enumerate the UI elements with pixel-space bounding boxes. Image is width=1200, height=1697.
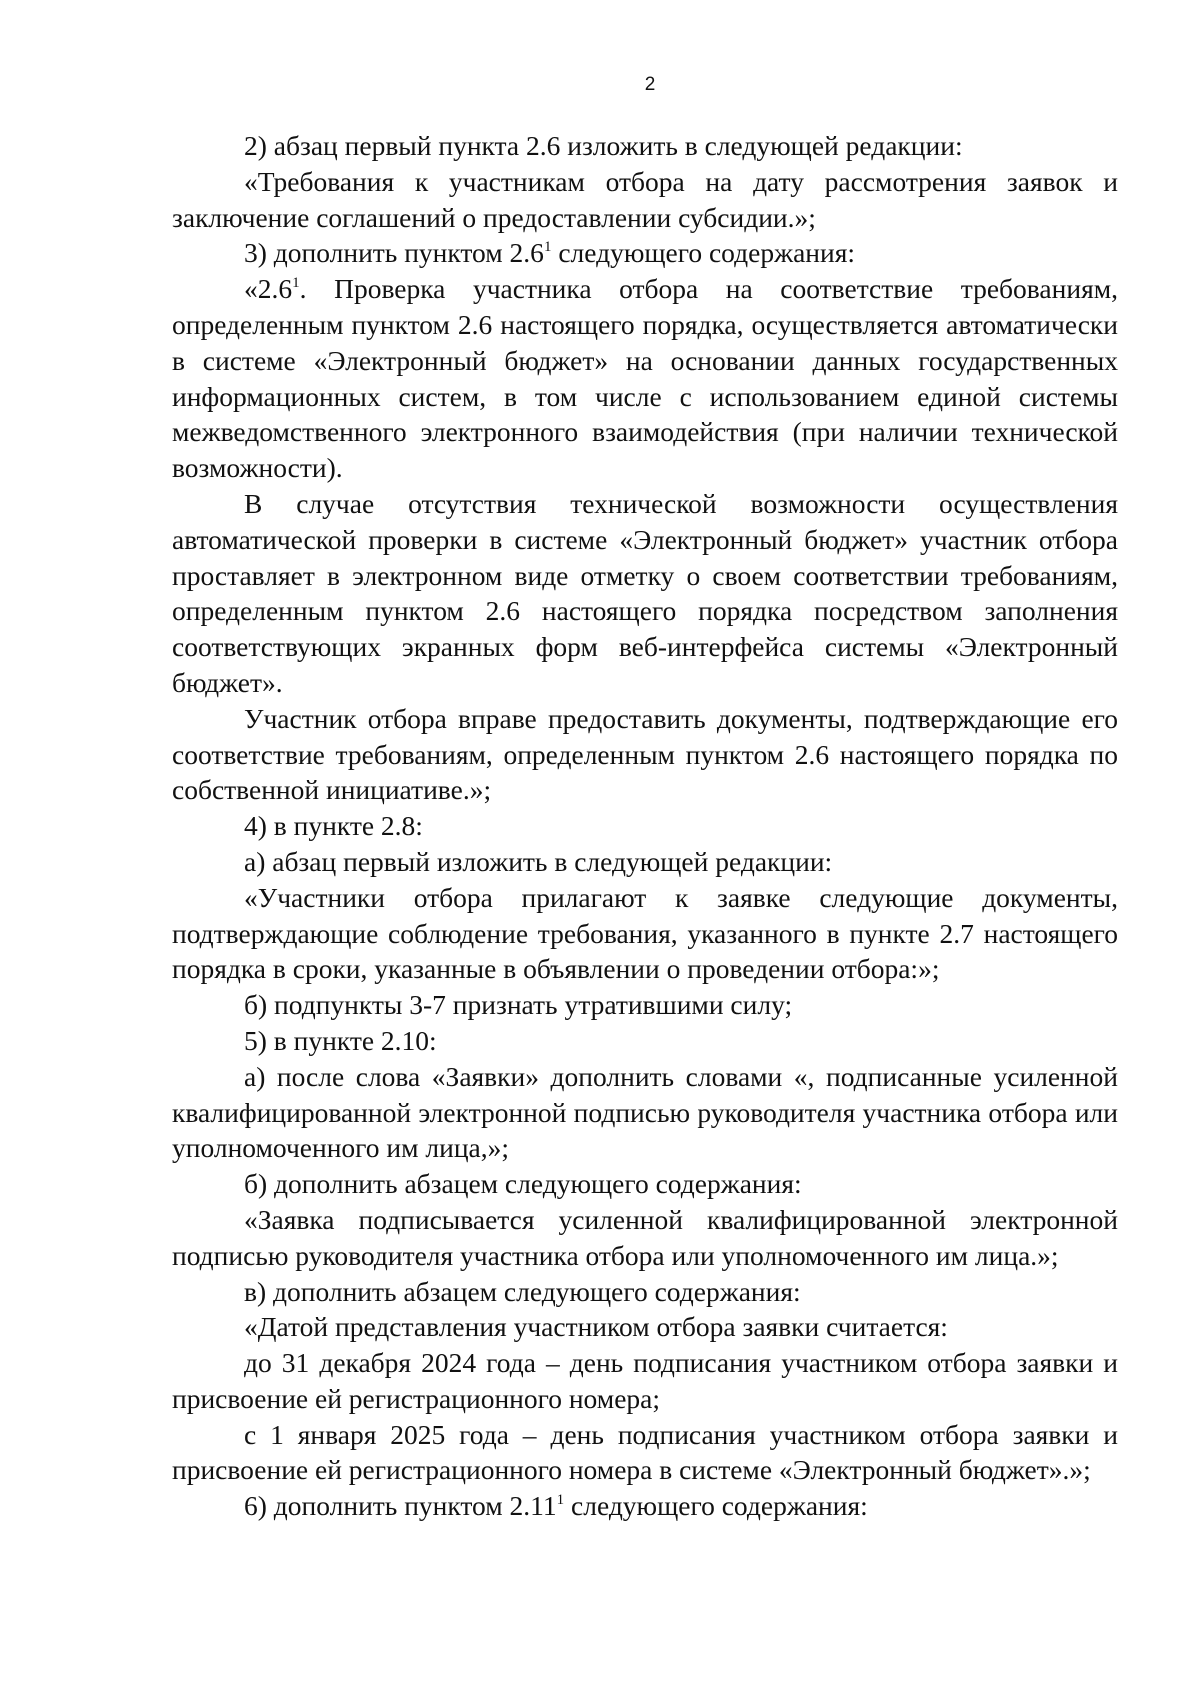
paragraph: «$2.6^1$. Проверка участника отбора на соответствие требованиям, определенным пунктом 2.6 настоящего порядка, осуществляется автоматически в системе «Электронный бюджет» на основании данных государственных информационных систем, в том числе с использованием единой системы межведомственного электронного взаимодействия (при наличии технической возможности).: [172, 273, 1118, 484]
paragraph: «Требования к участникам отбора на дату рассмотрения заявок и заключение соглашений о предоставлении субсидии.»;: [172, 165, 1118, 233]
paragraph: 6) дополнить пунктом 2.11$^1$ следующего содержания:: [244, 1490, 868, 1522]
paragraph: с 1 января 2025 года – день подписания участником отбора заявки и присвоение ей регистрационного номера в системе «Электронный бюджет».»;: [172, 1418, 1118, 1486]
paragraph: «Заявка подписывается усиленной квалифицированной электронной подписью руководителя участника отбора или уполномоченного им лица.»;: [172, 1203, 1118, 1271]
paragraph: б) подпункты 3-7 признать утратившими силу;: [244, 989, 793, 1021]
paragraph: 4) в пункте 2.8:: [244, 810, 423, 842]
page-number: 2: [644, 74, 656, 95]
paragraph: до 31 декабря 2024 года – день подписания участником отбора заявки и присвоение ей регистрационного номера;: [172, 1347, 1118, 1414]
paragraph: 2) абзац первый пункта 2.6 изложить в следующей редакции:: [244, 130, 963, 161]
document-body: [172, 128, 1118, 1524]
paragraph: «Участники отбора прилагают к заявке следующие документы, подтверждающие соблюдение требования, указанного в пункте 2.7 настоящего порядка в сроки, указанные в объявлении о проведении отбора:»;: [172, 881, 1118, 985]
paragraph: б) дополнить абзацем следующего содержания:: [244, 1168, 802, 1200]
paragraph: 5) в пункте 2.10:: [244, 1024, 437, 1056]
superscript: 1: [292, 275, 300, 292]
paragraph: а) абзац первый изложить в следующей редакции:: [244, 845, 833, 877]
superscript: 1: [543, 239, 552, 256]
paragraph: Участник отбора вправе предоставить документы, подтверждающие его соответствие требованиям, определенным пунктом 2.6 настоящего порядка по собственной инициативе.»;: [172, 702, 1118, 806]
paragraph: «Датой представления участником отбора заявки считается:: [244, 1311, 948, 1343]
paragraph: а) после слова «Заявки» дополнить словами «, подписанные усиленной квалифицированной электронной подписью руководителя участника отбора или уполномоченного им лица,»;: [172, 1060, 1118, 1164]
paragraph: В случае отсутствия технической возможности осуществления автоматической проверки в системе «Электронный бюджет» участник отбора проставляет в электронном виде отметку о своем соответствии требованиям, определенным пунктом 2.6 настоящего порядка посредством заполнения соответствующих экранных форм веб-интерфейса системы «Электронный бюджет».: [172, 487, 1118, 698]
superscript: 1: [556, 1492, 565, 1509]
paragraph: 3) дополнить пунктом $2.6^1$ следующего содержания:: [244, 237, 856, 269]
paragraph: в) дополнить абзацем следующего содержания:: [244, 1275, 801, 1307]
